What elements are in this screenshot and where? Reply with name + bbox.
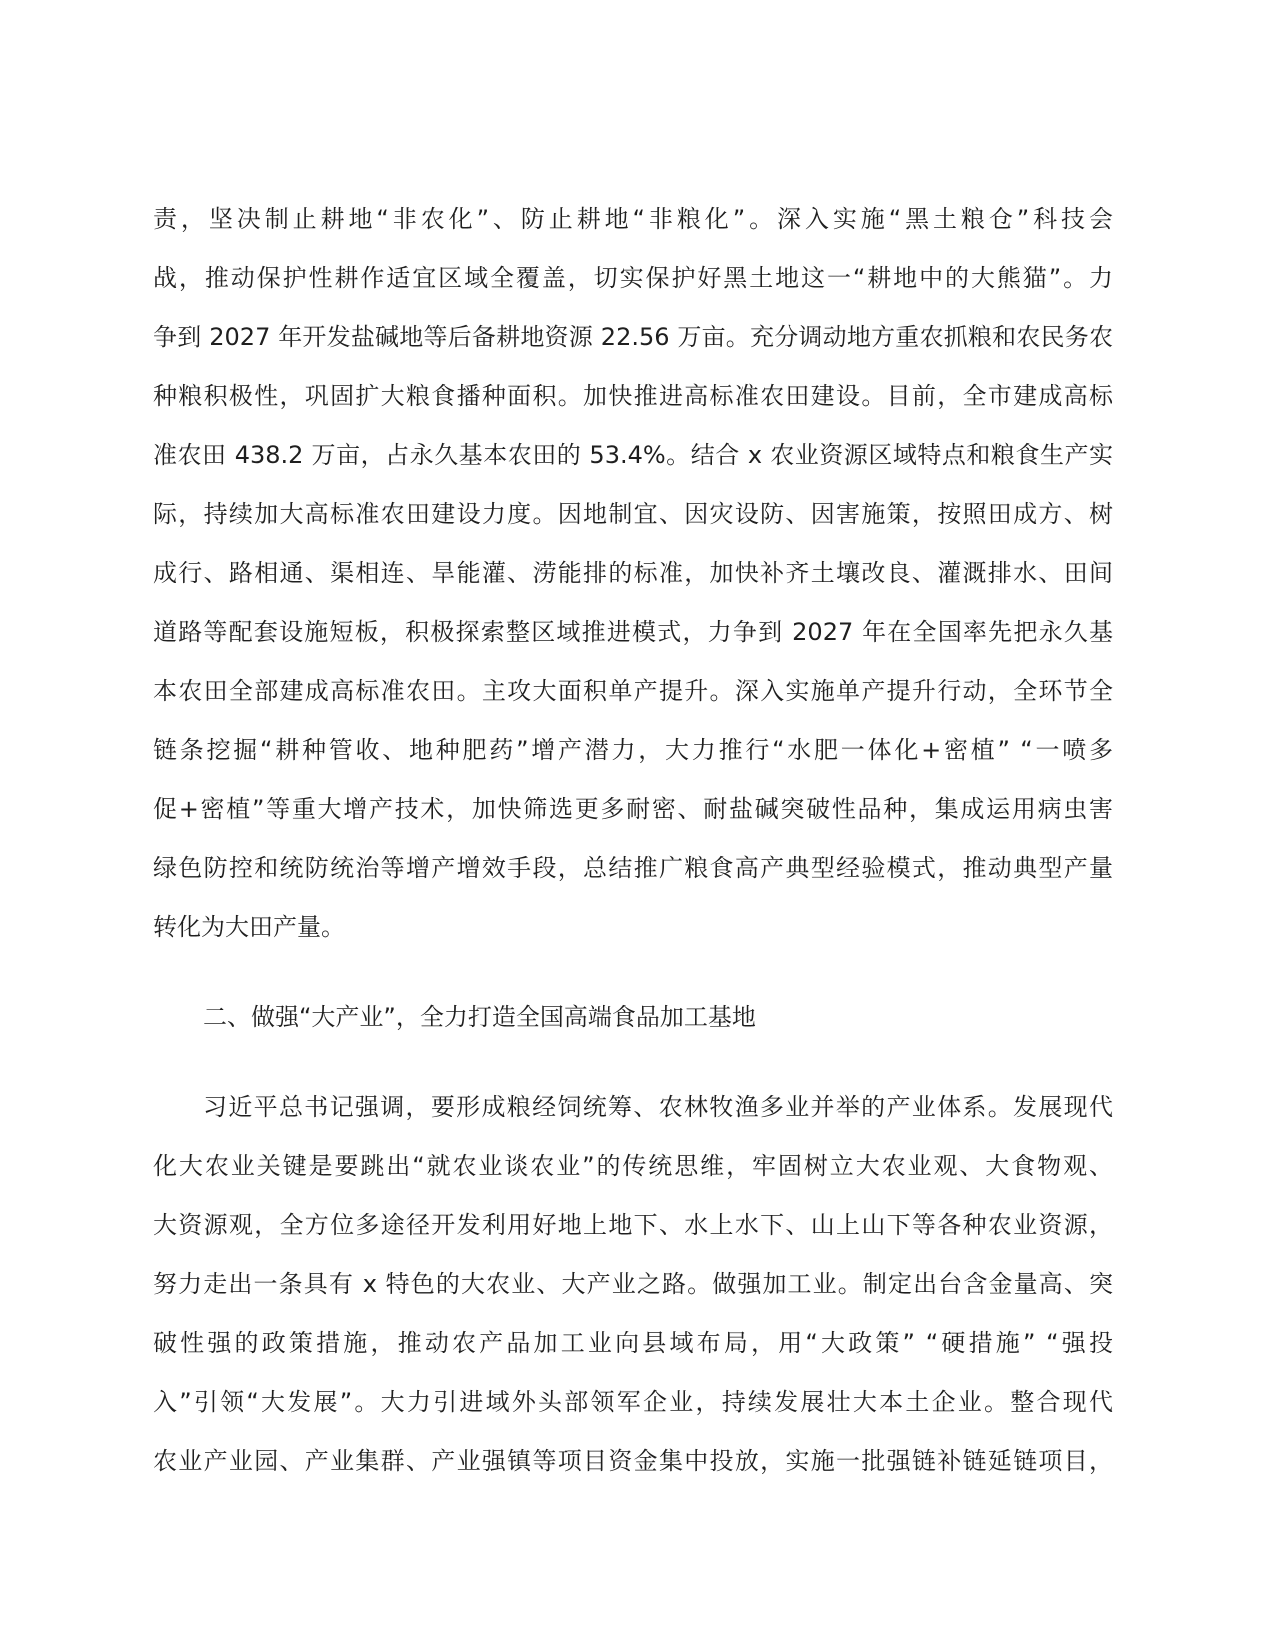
text-line: 战，推动保护性耕作适宜区域全覆盖，切实保护好黑土地这一“耕地中的大熊猫”。力 xyxy=(153,264,1113,292)
document-body xyxy=(153,190,1113,1491)
section-heading: 二、做强“大产业”，全力打造全国高端食品加工基地 xyxy=(203,1003,756,1031)
text-line: 化大农业关键是要跳出“就农业谈农业”的传统思维，牢固树立大农业观、大食物观、 xyxy=(153,1152,1113,1180)
text-line: 绿色防控和统防统治等增产增效手段，总结推广粮食高产典型经验模式，推动典型产量 xyxy=(153,854,1113,882)
paragraph-spacer xyxy=(153,1047,1113,1078)
text-line: 链条挖掘“耕种管收、地种肥药”增产潜力，大力推行“水肥一体化+密植” “一喷多 xyxy=(153,736,1113,764)
text-line: 责，坚决制止耕地“非农化”、防止耕地“非粮化”。深入实施“黑土粮仓”科技会 xyxy=(153,205,1113,233)
text-line: 争到 2027 年开发盐碱地等后备耕地资源 22.56 万亩。充分调动地方重农抓粮和农民务农 xyxy=(153,323,1113,351)
text-line: 成行、路相通、渠相连、旱能灌、涝能排的标准，加快补齐土壤改良、灌溉排水、田间 xyxy=(153,559,1113,587)
text-line: 种粮积极性，巩固扩大粮食播种面积。加快推进高标准农田建设。目前，全市建成高标 xyxy=(153,382,1113,410)
text-line: 本农田全部建成高标准农田。主攻大面积单产提升。深入实施单产提升行动，全环节全 xyxy=(153,677,1113,705)
text-line: 促+密植”等重大增产技术，加快筛选更多耐密、耐盐碱突破性品种，集成运用病虫害 xyxy=(153,795,1113,823)
paragraph-1 xyxy=(153,190,1113,957)
text-line: 准农田 438.2 万亩，占永久基本农田的 53.4%。结合 x 农业资源区域特点和粮食生产实 xyxy=(153,441,1113,469)
text-line: 际，持续加大高标准农田建设力度。因地制宜、因灾设防、因害施策，按照田成方、树 xyxy=(153,500,1113,528)
paragraph-spacer xyxy=(153,957,1113,988)
text-line: 农业产业园、产业集群、产业强镇等项目资金集中投放，实施一批强链补链延链项目， xyxy=(153,1447,1113,1475)
text-line: 道路等配套设施短板，积极探索整区域推进模式，力争到 2027 年在全国率先把永久基 xyxy=(153,618,1113,646)
text-line: 转化为大田产量。 xyxy=(153,913,345,941)
text-line: 努力走出一条具有 x 特色的大农业、大产业之路。做强加工业。制定出台含金量高、突 xyxy=(153,1270,1113,1298)
text-line: 大资源观，全方位多途径开发利用好地上地下、水上水下、山上山下等各种农业资源， xyxy=(153,1211,1113,1239)
text-line: 入”引领“大发展”。大力引进域外头部领军企业，持续发展壮大本土企业。整合现代 xyxy=(153,1388,1113,1416)
text-line: 习近平总书记强调，要形成粮经饲统筹、农林牧渔多业并举的产业体系。发展现代 xyxy=(203,1093,1113,1121)
paragraph-2 xyxy=(153,1078,1113,1491)
text-line: 破性强的政策措施，推动农产品加工业向县域布局，用“大政策” “硬措施” “强投 xyxy=(153,1329,1113,1357)
